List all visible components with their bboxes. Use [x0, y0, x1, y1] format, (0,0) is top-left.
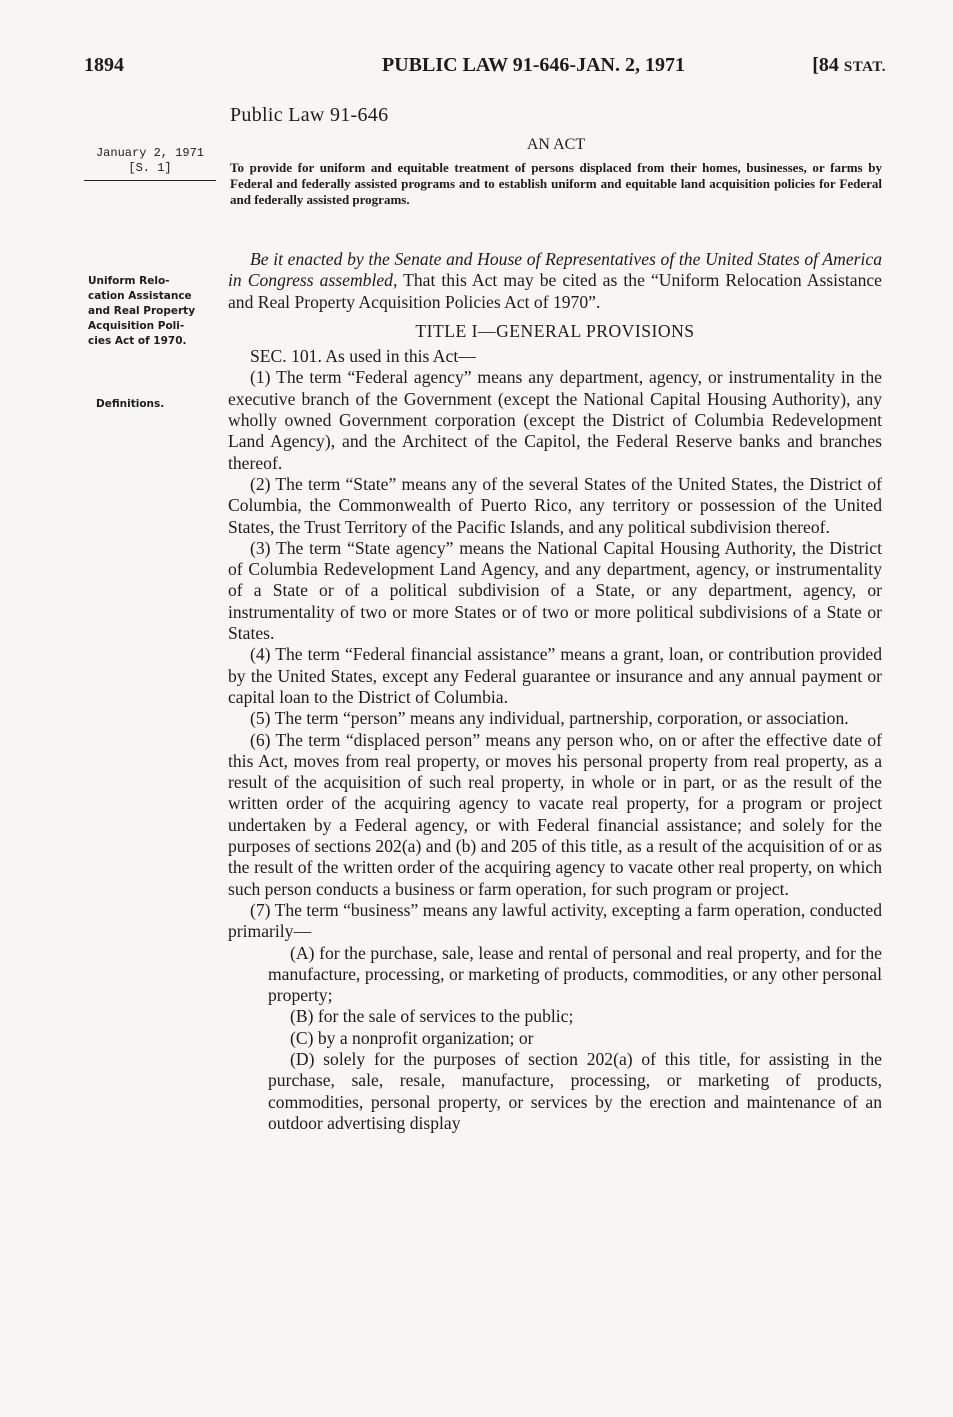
margin-note-line: cies Act of 1970.: [88, 335, 187, 347]
purpose-clause: To provide for uniform and equitable treatment of persons displaced from their homes, businesses, or farms by Federal and federally assisted programs and to establish uniform and equitable land acquisition policies for Federal and federally assisted programs.: [230, 160, 882, 207]
definition-paragraph: (2) The term “State” means any of the several States of the United States, the District of Columbia, the Commonwealth of Puerto Rico, any territory or possession of the United States, the Trust Territory of the Pacific Islands, and any political subdivision thereof.: [228, 473, 882, 537]
margin-note-definitions: Definitions.: [96, 398, 165, 410]
running-title: PUBLIC LAW 91-646-JAN. 2, 1971: [382, 54, 685, 76]
subparagraph: (C) by a nonprofit organization; or: [290, 1027, 534, 1048]
definition-paragraph: (1) The term “Federal agency” means any department, agency, or instrumentality in the executive branch of the Government (except the National Capital Housing Authority), any wholly owned Government corporation (except the District of Columbia Redevelopment Land Agency), and the Architect of the Capitol, the Federal Reserve banks and branches thereof.: [228, 367, 882, 473]
definition-paragraph: (3) The term “State agency” means the National Capital Housing Authority, the District of Columbia Redevelopment Land Agency, and any department, agency, or instrumentality of a State or of a political subdivision of a State, or any department, agency, or instrumentality of two or more States or of two or more political subdivisions of a State or States.: [228, 537, 882, 644]
margin-note-short-title: [88, 274, 218, 349]
enacting-clause: [228, 249, 882, 313]
definition-paragraph: (6) The term “displaced person” means any person who, on or after the effective date of this Act, moves from real property, or moves his personal property from real property, as a result of the acquisition of such real property, in whole or in part, or as the result of the written order of the acquiring agency to vacate real property, for a program or project undertaken by a Federal agency, or with Federal financial assistance; and solely for the purposes of sections 202(a) and (b) and 205 of this title, as a result of the acquisition of or as the result of the written order of the acquiring agency to vacate other real property, on which such person conducts a business or farm operation, for such program or project.: [228, 729, 882, 899]
bill-number: [S. 1]: [128, 161, 172, 175]
subparagraph: (A) for the purchase, sale, lease and rental of personal and real property, and for the manufacture, processing, or marketing of products, commodities, or any other personal property;: [268, 942, 882, 1006]
page-number: 1894: [84, 54, 124, 76]
margin-note-line: Acquisition Poli-: [88, 320, 185, 332]
law-name: Public Law 91-646: [230, 104, 389, 126]
section-101-intro: SEC. 101. As used in this Act—: [250, 346, 476, 367]
statute-word: STAT.: [843, 59, 886, 75]
an-act-heading: AN ACT: [526, 136, 586, 153]
law-body: [228, 249, 882, 1134]
subparagraph: (B) for the sale of services to the public;: [290, 1006, 574, 1027]
statute-volume: [812, 54, 886, 77]
running-header: [84, 54, 884, 84]
title-heading: TITLE I—GENERAL PROVISIONS: [415, 320, 695, 341]
margin-note-line: and Real Property: [88, 305, 196, 317]
enacting-clause-italic: Be it enacted by the Senate and House of Representatives of the United States of America in Congress assembled,: [228, 249, 882, 291]
enacting-clause-rest: That this Act may be cited as the “Uniform Relocation Assistance and Real Property Acquisition Policies Act of 1970”.: [228, 270, 882, 312]
definition-paragraph: (5) The term “person” means any individual, partnership, corporation, or association.: [250, 708, 849, 729]
date-line: January 2, 1971: [95, 146, 205, 160]
margin-note-line: Uniform Relo-: [88, 275, 170, 287]
enactment-date: [88, 146, 212, 176]
definition-paragraph: (4) The term “Federal financial assistance” means a grant, loan, or contribution provided by the United States, except any Federal guarantee or insurance and any annual payment or capital loan to the District of Columbia.: [228, 644, 882, 707]
date-divider: [84, 180, 216, 181]
margin-note-line: cation Assistance: [88, 290, 192, 302]
subparagraph: (D) solely for the purposes of section 202(a) of this title, for assisting in the purchase, sale, resale, manufacture, processing, or marketing of products, commodities, personal property, or services by the erection and maintenance of an outdoor advertising display: [268, 1048, 882, 1133]
definition-paragraph: (7) The term “business” means any lawful activity, excepting a farm operation, conducted primarily—: [228, 899, 882, 942]
statute-volume-number: [84: [812, 54, 839, 76]
